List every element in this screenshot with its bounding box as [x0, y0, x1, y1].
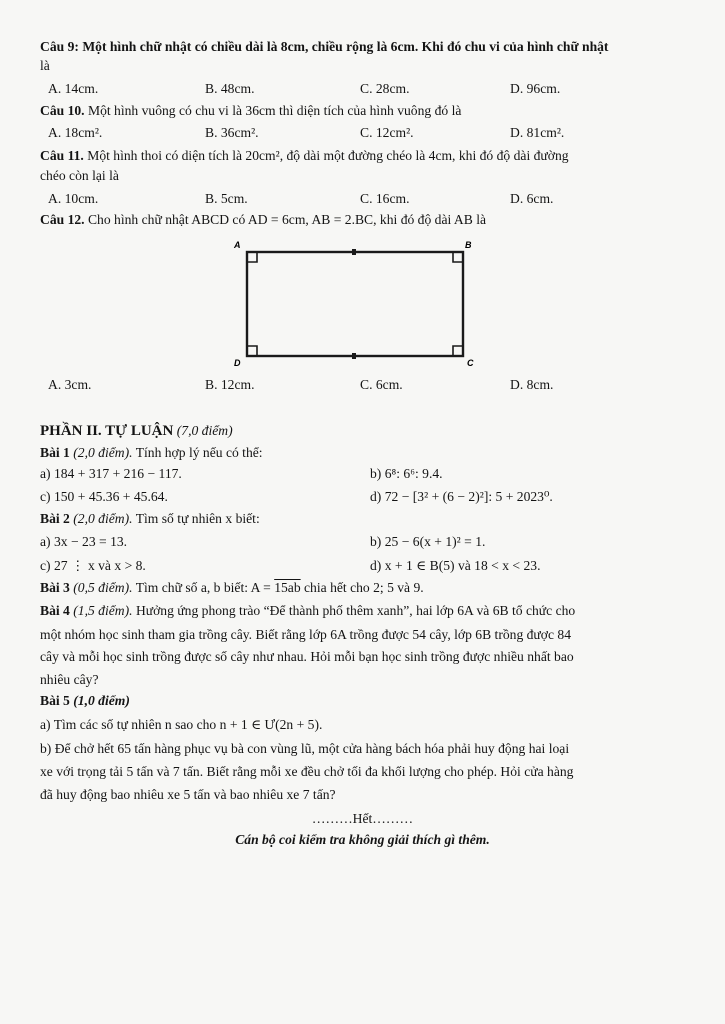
q10-option-b: B. 36cm². [205, 125, 259, 140]
part2-heading [40, 422, 233, 440]
q10-option-c: C. 12cm². [360, 125, 414, 140]
q11-option-c: C. 16cm. [360, 191, 410, 206]
q9-text: Một hình chữ nhật có chiều dài là 8cm, chiều rộng là 6cm. Khi đó chu vi của hình chữ nhật [82, 39, 609, 54]
bai5-label: Bài 5 [40, 693, 70, 708]
bai2-a: a) 3x − 23 = 13. [40, 534, 128, 549]
bai5-points: (1,0 điểm) [73, 693, 130, 708]
q10-option-d: D. 81cm². [510, 125, 565, 140]
bai2-points: (2,0 điểm). [73, 511, 133, 526]
bai3-points: (0,5 điểm). [73, 580, 133, 595]
q9-option-d: D. 96cm. [510, 81, 561, 96]
q12-text: Cho hình chữ nhật ABCD có AD = 6cm, AB = 2.BC, khi đó độ dài AB là [87, 212, 487, 227]
bai5-a: a) Tìm các số tự nhiên n sao cho n + 1 ∈ Ư(2n + 5). [40, 717, 323, 732]
right-angle-mark-a [247, 252, 257, 262]
bai3-text-after: chia hết cho 2; 5 và 9. [300, 580, 424, 595]
bai1-b: b) 6⁸: 6⁶: 9.4. [370, 466, 443, 481]
bai2-c: c) 27 ⋮ x và x > 8. [40, 558, 146, 573]
part2-points: (7,0 điểm) [176, 423, 233, 438]
rectangle-abcd-figure [228, 238, 484, 374]
bai4-line4: nhiêu cây? [40, 672, 99, 687]
bai4-line1 [40, 602, 575, 620]
q9-number: Câu 9: [40, 39, 79, 54]
bai5-b-line1: b) Để chở hết 65 tấn hàng phục vụ bà con vùng lũ, một cửa hàng bách hóa phải huy động hai loại [40, 741, 570, 756]
q12-number: Câu 12. [40, 212, 85, 227]
bai2-row2 [40, 557, 700, 575]
part2-title: PHẦN II. TỰ LUẬN [40, 423, 174, 439]
bai3-text-before: Tìm chữ số a, b biết: A = [135, 580, 275, 595]
rectangle-outline [247, 252, 463, 356]
bai2-b: b) 25 − 6(x + 1)² = 1. [370, 534, 486, 549]
bai1-a: a) 184 + 317 + 216 − 117. [40, 466, 182, 481]
right-angle-mark-b [453, 252, 463, 262]
bai3-number-overline: 15ab [274, 580, 301, 595]
q12-option-b: B. 12cm. [205, 377, 255, 392]
vertex-label-b: B [465, 240, 472, 250]
bai1-label: Bài 1 [40, 445, 70, 460]
bai4-line2: một nhóm học sinh tham gia trồng cây. Biết rằng lớp 6A trồng được 54 cây, lớp 6B trồng được 84 [40, 627, 572, 642]
q11-text: Một hình thoi có diện tích là 20cm², độ dài một đường chéo là 4cm, khi đó độ dài đường [87, 148, 569, 163]
q10-option-a: A. 18cm². [48, 125, 103, 140]
bai4-points: (1,5 điểm). [73, 603, 133, 618]
vertex-label-a: A [234, 240, 241, 250]
q11-number: Câu 11. [40, 148, 84, 163]
q11-line2: chéo còn lại là [40, 168, 119, 183]
tick-mark-top [352, 249, 356, 255]
q9-option-c: C. 28cm. [360, 81, 410, 96]
q10-options [40, 124, 700, 142]
q12-line1 [40, 211, 486, 229]
bai3-label: Bài 3 [40, 580, 70, 595]
q10-text: Một hình vuông có chu vi là 36cm thì diện tích của hình vuông đó là [87, 103, 462, 118]
q12-options [40, 376, 700, 394]
q11-line1 [40, 147, 569, 165]
q11-option-b: B. 5cm. [205, 191, 248, 206]
q10-line1 [40, 102, 461, 120]
bai1-d: d) 72 − [3² + (6 − 2)²]: 5 + 2023⁰. [370, 489, 553, 504]
bai2-label: Bài 2 [40, 511, 70, 526]
bai5-b-line2: xe với trọng tải 5 tấn và 7 tấn. Biết rằng mỗi xe đều chở tối đa khối lượng cho phép. Hỏi cửa hàng [40, 764, 574, 779]
q11-options [40, 190, 700, 208]
q12-option-d: D. 8cm. [510, 377, 554, 392]
bai1-row1 [40, 465, 700, 483]
bai4-line3: cây và mỗi học sinh trồng được số cây như nhau. Hỏi mỗi bạn học sinh trồng được nhiều nhất bao [40, 649, 574, 664]
q9-option-a: A. 14cm. [48, 81, 99, 96]
vertex-label-d: D [234, 358, 241, 368]
bai4-label: Bài 4 [40, 603, 70, 618]
bai1-text: Tính hợp lý nếu có thể: [135, 445, 263, 460]
bai1-heading [40, 444, 263, 462]
q9-option-b: B. 48cm. [205, 81, 255, 96]
tick-mark-bottom [352, 353, 356, 359]
bai2-text: Tìm số tự nhiên x biết: [135, 511, 260, 526]
bai5-heading [40, 692, 130, 710]
bai2-d: d) x + 1 ∈ B(5) và 18 < x < 23. [370, 558, 541, 573]
bai1-row2 [40, 488, 700, 506]
right-angle-mark-d [247, 346, 257, 356]
bai4-text-1: Hưởng ứng phong trào “Để thành phố thêm xanh”, hai lớp 6A và 6B tổ chức cho [135, 603, 576, 618]
proctor-note: Cán bộ coi kiểm tra không giải thích gì thêm. [235, 832, 490, 847]
bai1-points: (2,0 điểm). [73, 445, 133, 460]
vertex-label-c: C [467, 358, 474, 368]
q11-option-a: A. 10cm. [48, 191, 99, 206]
right-angle-mark-c [453, 346, 463, 356]
q12-option-a: A. 3cm. [48, 377, 92, 392]
q9-line2: là [40, 58, 50, 73]
bai2-heading [40, 510, 260, 528]
bai3-line [40, 579, 424, 597]
end-marker: ………Hết……… [311, 811, 414, 826]
q11-option-d: D. 6cm. [510, 191, 554, 206]
q9-options [40, 80, 700, 98]
bai2-row1 [40, 533, 700, 551]
q10-number: Câu 10. [40, 103, 85, 118]
bai5-b-line3: đã huy động bao nhiêu xe 5 tấn và bao nhiêu xe 7 tấn? [40, 787, 336, 802]
q12-option-c: C. 6cm. [360, 377, 403, 392]
q9-line1 [40, 38, 608, 56]
bai1-c: c) 150 + 45.36 + 45.64. [40, 489, 168, 504]
